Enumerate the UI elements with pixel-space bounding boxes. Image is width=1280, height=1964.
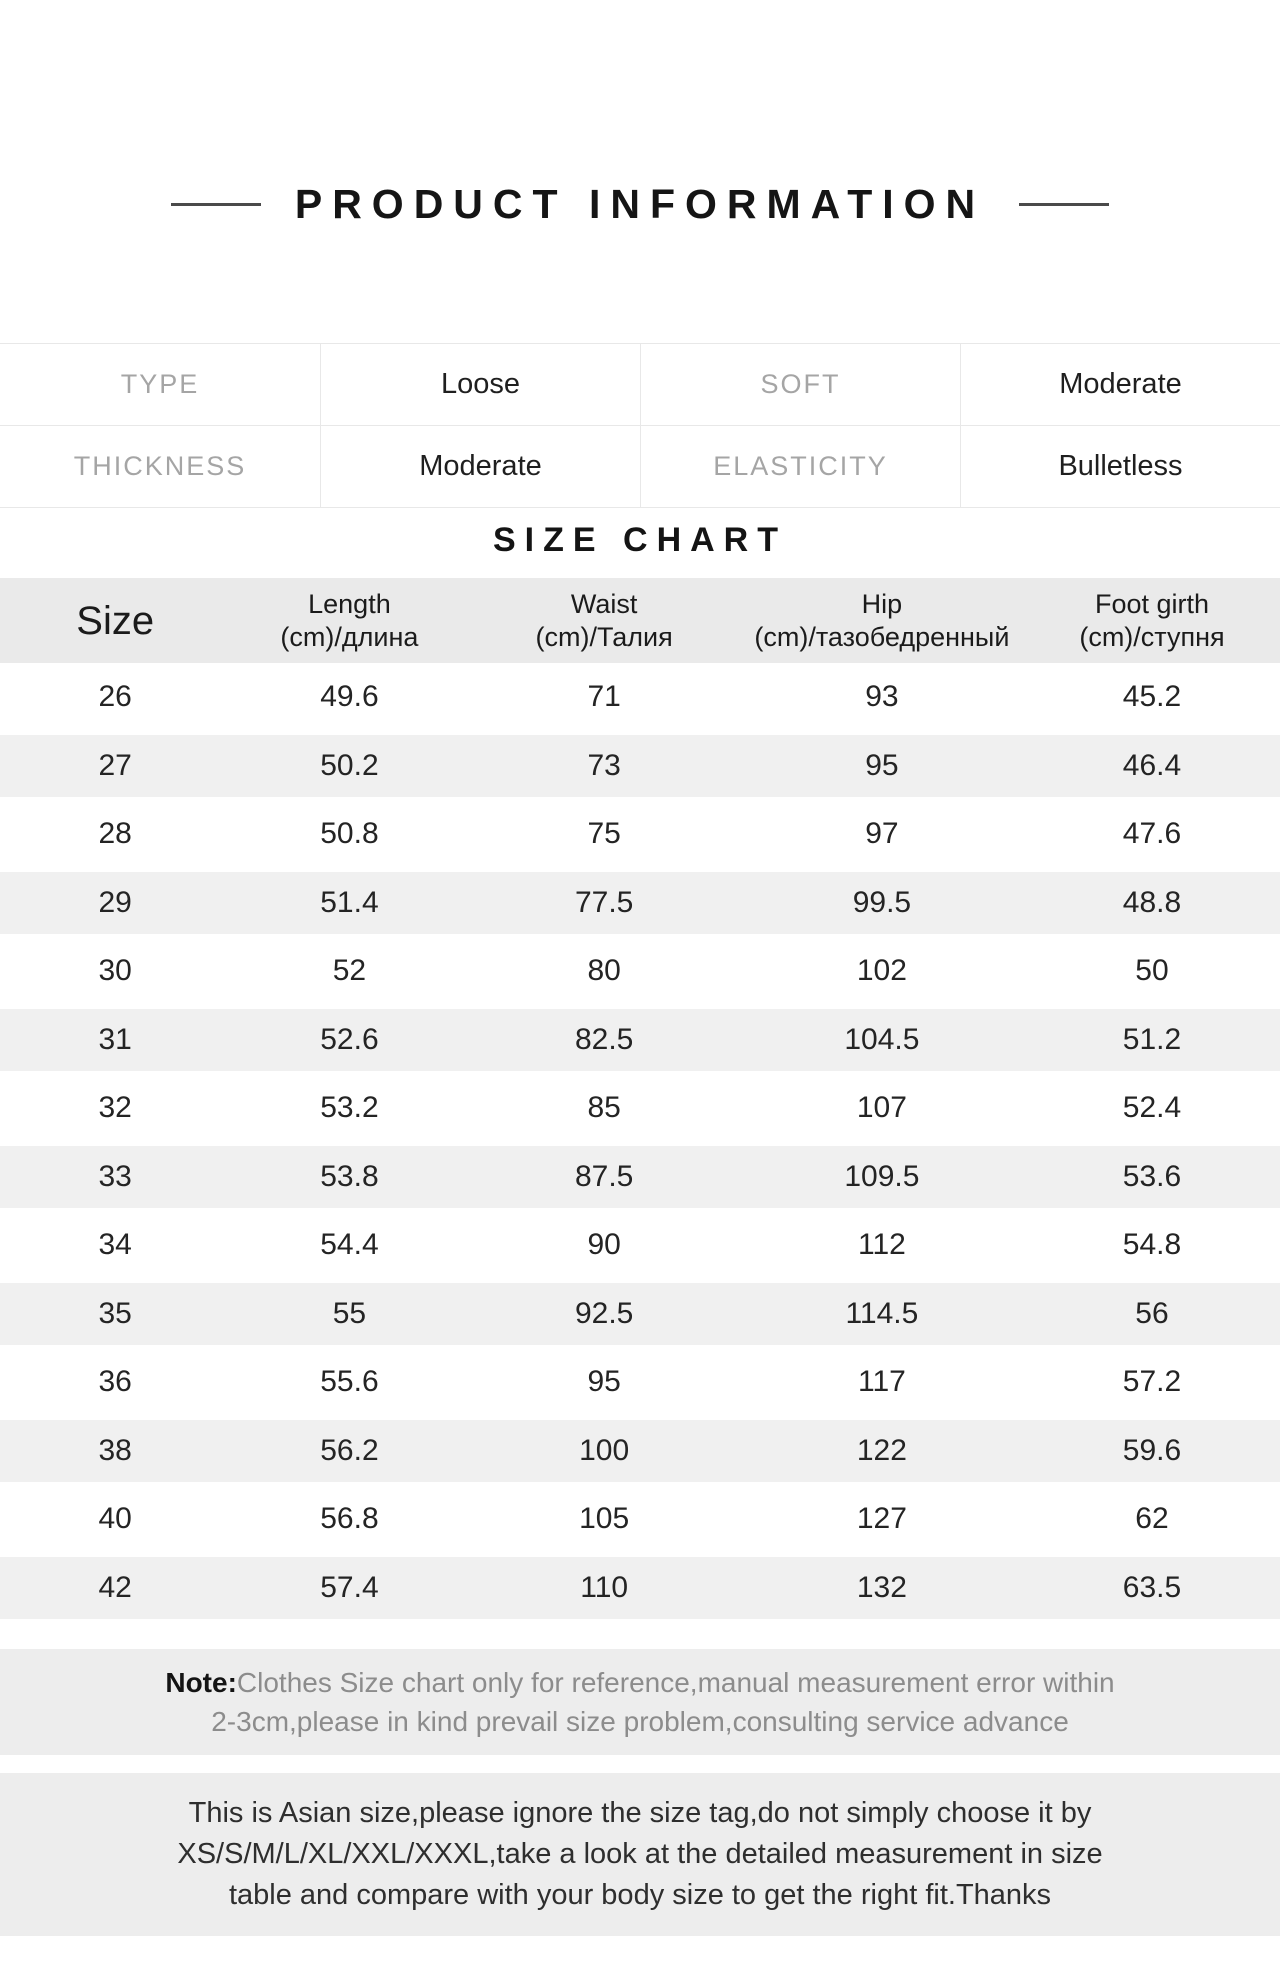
measurement-cell: 97 <box>865 817 899 851</box>
size-table-body <box>0 663 1280 1622</box>
measurement-cell: 99.5 <box>852 885 912 919</box>
measurement-cell: 55.6 <box>320 1365 379 1399</box>
measurement-cell: 54.4 <box>320 1228 379 1262</box>
measurement-cell: 54.8 <box>1122 1228 1182 1262</box>
foot-girth-column-header: Foot girth (cm)/ступня <box>1079 588 1225 652</box>
measurement-cell: 102 <box>856 954 907 988</box>
size-cell: 30 <box>98 954 132 988</box>
size-row-31 <box>0 1006 1280 1075</box>
disclaimer-line-1: This is Asian size,please ignore the size tag,do not simply choose it by <box>188 1797 1092 1829</box>
spec-value-elasticity: Bulletless <box>960 425 1280 507</box>
measurement-cell: 53.2 <box>320 1091 379 1125</box>
measurement-cell: 53.6 <box>1122 1159 1182 1193</box>
measurement-cell: 73 <box>587 748 621 782</box>
size-cell: 38 <box>98 1433 132 1467</box>
size-row-36 <box>0 1348 1280 1417</box>
size-chart-heading: SIZE CHART <box>493 521 787 559</box>
measurement-cell: 107 <box>856 1091 907 1125</box>
measurement-cell: 114.5 <box>845 1296 919 1330</box>
title-right-dash <box>1019 203 1109 206</box>
measurement-cell: 47.6 <box>1122 817 1182 851</box>
measurement-cell: 46.4 <box>1122 748 1182 782</box>
size-row-27 <box>0 732 1280 801</box>
measurement-cell: 93 <box>865 680 899 714</box>
measurement-cell: 50.8 <box>320 817 379 851</box>
measurement-cell: 59.6 <box>1122 1433 1182 1467</box>
waist-column-header: Waist (cm)/Талия <box>535 588 673 652</box>
measurement-cell: 50.2 <box>320 748 379 782</box>
size-cell: 40 <box>98 1502 132 1536</box>
spec-value-thickness: Moderate <box>320 425 640 507</box>
measurement-cell: 75 <box>587 817 621 851</box>
spec-label-thickness: THICKNESS <box>0 425 320 507</box>
size-cell: 34 <box>98 1228 132 1262</box>
size-cell: 27 <box>98 748 132 782</box>
spec-label-soft: SOFT <box>640 344 960 425</box>
note-box <box>0 1649 1280 1755</box>
measurement-cell: 117 <box>857 1365 906 1399</box>
measurement-cell: 127 <box>856 1502 907 1536</box>
measurement-cell: 92.5 <box>574 1296 634 1330</box>
size-row-29 <box>0 869 1280 938</box>
note-label: Note: <box>165 1667 237 1698</box>
spec-label-type: TYPE <box>120 369 200 399</box>
measurement-cell: 52.6 <box>320 1022 379 1056</box>
size-cell: 28 <box>98 817 132 851</box>
size-row-42 <box>0 1554 1280 1623</box>
measurement-cell: 53.8 <box>320 1159 379 1193</box>
hip-column-header: Hip (cm)/тазобедренный <box>754 588 1010 652</box>
size-row-26 <box>0 663 1280 732</box>
size-table-header-row <box>0 578 1280 663</box>
measurement-cell: 87.5 <box>574 1159 634 1193</box>
size-row-28 <box>0 800 1280 869</box>
measurement-cell: 49.6 <box>320 680 379 714</box>
title-left-dash <box>171 203 261 206</box>
measurement-cell: 56.2 <box>320 1433 379 1467</box>
size-row-34 <box>0 1211 1280 1280</box>
measurement-cell: 56 <box>1135 1296 1169 1330</box>
size-row-38 <box>0 1417 1280 1486</box>
measurement-cell: 110 <box>580 1570 629 1604</box>
size-cell: 35 <box>98 1296 132 1330</box>
measurement-cell: 62 <box>1135 1502 1169 1536</box>
size-cell: 36 <box>98 1365 132 1399</box>
size-cell: 42 <box>98 1570 132 1604</box>
page-title: PRODUCT INFORMATION <box>294 181 986 227</box>
size-cell: 31 <box>98 1022 132 1056</box>
size-cell: 33 <box>98 1159 132 1193</box>
measurement-cell: 109.5 <box>844 1159 920 1193</box>
spec-value-soft: Moderate <box>960 344 1280 425</box>
size-cell: 32 <box>98 1091 132 1125</box>
size-row-33 <box>0 1143 1280 1212</box>
measurement-cell: 132 <box>856 1570 907 1604</box>
measurement-cell: 122 <box>856 1433 907 1467</box>
size-cell: 29 <box>98 885 132 919</box>
measurement-cell: 105 <box>579 1502 630 1536</box>
measurement-cell: 51.2 <box>1122 1022 1182 1056</box>
size-row-40 <box>0 1485 1280 1554</box>
measurement-cell: 77.5 <box>574 885 634 919</box>
measurement-cell: 57.4 <box>320 1570 379 1604</box>
measurement-cell: 104.5 <box>844 1022 920 1056</box>
measurement-cell: 52 <box>332 954 367 988</box>
measurement-cell: 55 <box>332 1296 367 1330</box>
measurement-cell: 100 <box>579 1433 630 1467</box>
spec-label-elasticity: ELASTICITY <box>640 425 960 507</box>
note-text <box>24 1663 1256 1741</box>
size-row-30 <box>0 937 1280 1006</box>
measurement-cell: 48.8 <box>1122 885 1182 919</box>
measurement-cell: 56.8 <box>320 1502 379 1536</box>
measurement-cell: 95 <box>865 748 899 782</box>
measurement-cell: 52.4 <box>1122 1091 1182 1125</box>
measurement-cell: 80 <box>587 954 621 988</box>
measurement-cell: 112 <box>857 1228 906 1262</box>
size-column-header: Size <box>76 598 155 643</box>
length-column-header: Length (cm)/длина <box>280 588 419 652</box>
product-spec-table <box>0 343 1280 508</box>
measurement-cell: 63.5 <box>1122 1570 1182 1604</box>
size-chart-table <box>0 578 1280 1622</box>
measurement-cell: 57.2 <box>1122 1365 1182 1399</box>
measurement-cell: 45.2 <box>1122 680 1182 714</box>
measurement-cell: 90 <box>587 1228 621 1262</box>
asian-size-disclaimer <box>0 1773 1280 1936</box>
disclaimer-line-3: table and compare with your body size to get the right fit.Thanks <box>228 1879 1052 1911</box>
size-row-32 <box>0 1074 1280 1143</box>
note-line-2: 2-3cm,please in kind prevail size problem,consulting service advance <box>211 1706 1069 1737</box>
measurement-cell: 95 <box>587 1365 621 1399</box>
section-title <box>0 0 1280 228</box>
disclaimer-text <box>24 1793 1256 1916</box>
size-row-35 <box>0 1280 1280 1349</box>
disclaimer-line-2: XS/S/M/L/XL/XXL/XXXL,take a look at the detailed measurement in size <box>177 1838 1103 1870</box>
measurement-cell: 50 <box>1135 954 1169 988</box>
note-line-1: Clothes Size chart only for reference,manual measurement error within <box>236 1667 1115 1698</box>
measurement-cell: 82.5 <box>574 1022 634 1056</box>
measurement-cell: 71 <box>587 680 621 714</box>
spec-value-type: Loose <box>320 344 640 425</box>
measurement-cell: 85 <box>587 1091 621 1125</box>
measurement-cell: 51.4 <box>320 885 379 919</box>
size-cell: 26 <box>98 680 132 714</box>
